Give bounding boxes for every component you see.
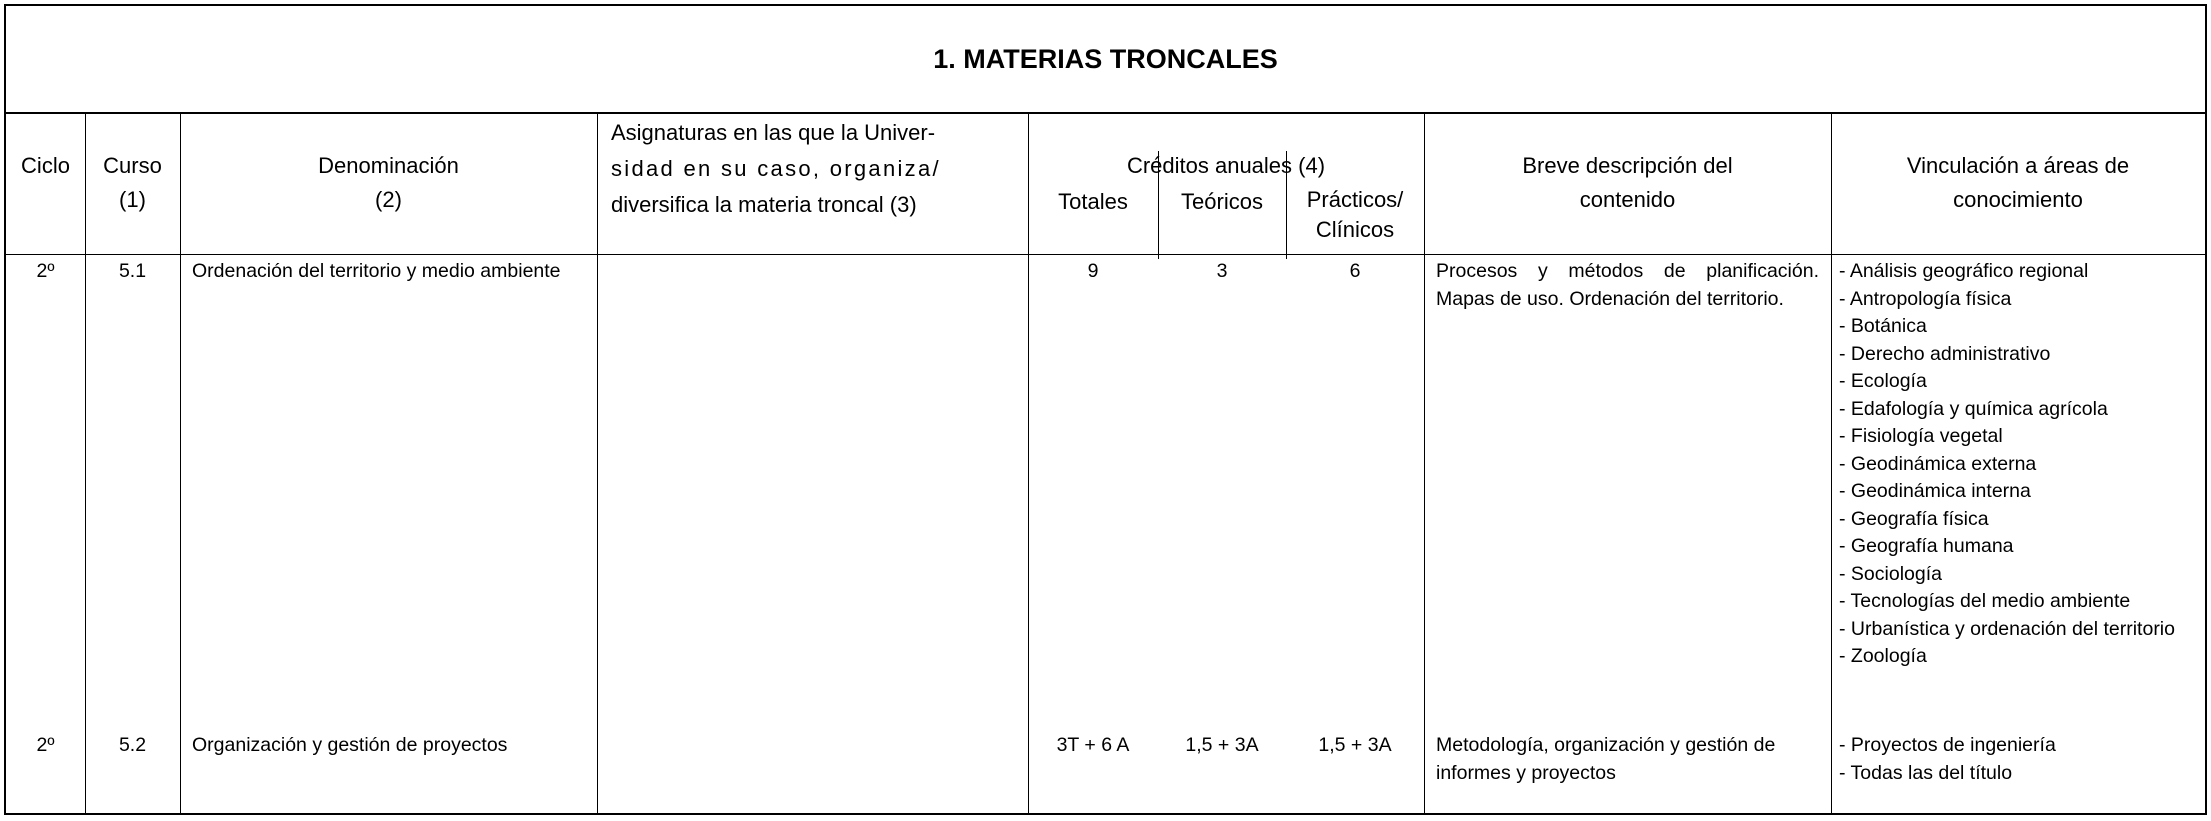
- column-divider: [85, 114, 86, 815]
- row1-teoricos: 3: [1216, 260, 1228, 282]
- column-divider: [1028, 114, 1029, 815]
- list-item: - Todas las del título: [1839, 761, 2013, 784]
- list-item: - Geografía física: [1839, 507, 1989, 530]
- list-item: - Geodinámica externa: [1839, 452, 2037, 475]
- header-totales: Totales: [1058, 189, 1128, 214]
- list-item: - Análisis geográfico regional: [1839, 260, 2089, 282]
- header-curso: Curso (1): [103, 153, 162, 212]
- list-item: - Proyectos de ingeniería: [1839, 734, 2056, 756]
- header-asignaturas: Asignaturas en las que la Univer- sidad en su caso, organiza/ diversifica la materia troncal (3): [611, 120, 941, 217]
- row2-denominacion: Organización y gestión de proyectos: [192, 734, 508, 756]
- header-vinculacion: Vinculación a áreas de conocimiento: [1906, 153, 2130, 212]
- list-item: - Edafología y química agrícola: [1839, 397, 2108, 420]
- list-item: - Urbanística y ordenación del territorio: [1839, 617, 2175, 640]
- column-divider: [180, 114, 181, 815]
- row1-descripcion: Procesos y métodos de planificación. Mapas de uso. Ordenación del territorio.: [1436, 260, 1819, 310]
- row2-totales: 3T + 6 A: [1056, 734, 1130, 756]
- row2-ciclo: 2º: [36, 734, 55, 756]
- row1-areas-list: [1839, 258, 2204, 671]
- list-item: - Tecnologías del medio ambiente: [1839, 590, 2131, 612]
- list-item: - Geografía humana: [1839, 535, 2014, 557]
- column-divider: [1831, 114, 1832, 815]
- column-divider: [1424, 114, 1425, 815]
- header-divider: [6, 254, 2205, 255]
- header-practicos: Prácticos/ Clínicos: [1306, 187, 1404, 242]
- row1-curso: 5.1: [118, 260, 147, 282]
- row2-teoricos: 1,5 + 3A: [1185, 734, 1259, 756]
- list-item: - Geodinámica interna: [1839, 480, 2031, 502]
- list-item: - Zoología: [1839, 645, 1927, 667]
- list-item: - Botánica: [1839, 315, 1927, 337]
- header-denominacion: Denominación (2): [318, 153, 459, 212]
- list-item: - Antropología física: [1839, 287, 2012, 310]
- header-creditos: Créditos anuales (4): [1126, 153, 1326, 178]
- header-descripcion: Breve descripción del contenido: [1522, 153, 1733, 212]
- list-item: - Fisiología vegetal: [1839, 425, 2003, 447]
- table-title: 1. MATERIAS TRONCALES: [6, 6, 2205, 114]
- row2-areas-list: [1839, 732, 2204, 787]
- list-item: - Sociología: [1839, 562, 1942, 585]
- row1-denominacion: Ordenación del territorio y medio ambiente: [192, 260, 561, 282]
- header-ciclo: Ciclo: [21, 153, 70, 178]
- header-teoricos: Teóricos: [1181, 189, 1263, 214]
- row1-ciclo: 2º: [36, 260, 55, 282]
- row1-totales: 9: [1087, 260, 1099, 282]
- row1-practicos: 6: [1349, 260, 1361, 282]
- row2-curso: 5.2: [118, 734, 147, 756]
- materias-troncales-table: [4, 4, 2207, 815]
- column-divider: [597, 114, 598, 815]
- list-item: - Ecología: [1839, 370, 1927, 392]
- row2-descripcion: Metodología, organización y gestión de informes y proyectos: [1436, 734, 1776, 784]
- list-item: - Derecho administrativo: [1839, 342, 2051, 365]
- row2-practicos: 1,5 + 3A: [1318, 734, 1392, 756]
